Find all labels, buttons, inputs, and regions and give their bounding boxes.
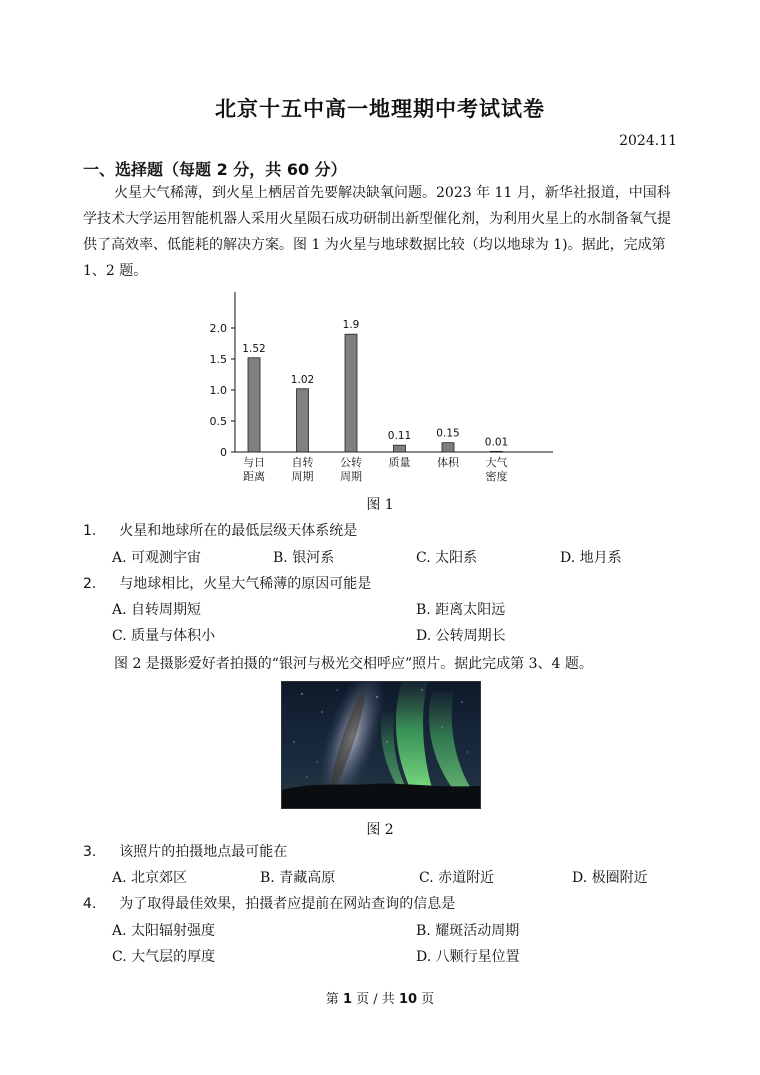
milky-way-aurora-photo: [281, 681, 481, 809]
q3-option-b: B. 青藏高原: [260, 870, 336, 886]
bar: [491, 451, 503, 452]
question-3: [83, 841, 287, 861]
section-heading: 一、选择题（每题 2 分，共 60 分）: [83, 160, 347, 179]
x-tick-label: 自转: [291, 456, 314, 469]
question-1: [83, 520, 357, 540]
q2-option-c: C. 质量与体积小: [112, 628, 216, 644]
photo-image: [282, 682, 480, 808]
q3-option-d: D. 极圈附近: [572, 870, 648, 886]
x-tick-label: 质量: [388, 456, 411, 469]
q2-option-d: D. 公转周期长: [416, 628, 506, 644]
bar: [345, 334, 357, 452]
question-4: [83, 893, 455, 913]
x-tick-label: 与日: [243, 456, 265, 469]
x-tick-label: 公转: [340, 456, 362, 469]
page-number: 1: [342, 992, 352, 1007]
question-number: 1.: [83, 523, 97, 539]
y-tick-label: 0.5: [209, 415, 227, 428]
q3-option-a: A. 北京郊区: [112, 870, 188, 886]
y-tick-label: 0: [220, 446, 227, 459]
q1-option-d: D. 地月系: [560, 550, 622, 566]
q4-option-d: D. 八颗行星位置: [416, 949, 520, 965]
bar: [442, 443, 454, 452]
q4-option-c: C. 大气层的厚度: [112, 949, 216, 965]
q3-option-c: C. 赤道附近: [419, 870, 495, 886]
q2-option-b: B. 距离太阳远: [416, 602, 506, 618]
question-text: 火星和地球所在的最低层级天体系统是: [119, 523, 358, 539]
question-number: 4.: [83, 896, 97, 912]
question-number: 2.: [83, 576, 97, 592]
data-label: 1.02: [290, 373, 315, 386]
bar: [297, 389, 309, 452]
data-label: 0.11: [387, 430, 412, 443]
exam-title: 北京十五中高一地理期中考试试卷: [215, 97, 545, 121]
x-tick-label: 体积: [437, 456, 459, 469]
q4-option-b: B. 耀斑活动周期: [416, 923, 520, 939]
intro-paragraph-2: 图 2 是摄影爱好者拍摄的“银河与极光交相呼应”照片。据此完成第 3、4 题。: [114, 656, 593, 672]
data-label: 0.01: [484, 436, 509, 449]
x-tick-label: 周期: [340, 470, 362, 483]
footer-prefix: 第: [325, 992, 339, 1007]
data-label: 0.15: [436, 427, 460, 440]
y-tick-label: 1.0: [209, 384, 227, 397]
footer-mid: 页 / 共: [356, 992, 395, 1007]
data-label: 1.9: [342, 319, 360, 332]
y-tick-label: 1.5: [209, 353, 227, 366]
question-2: [83, 573, 371, 593]
q1-option-c: C. 太阳系: [416, 550, 478, 566]
x-tick-label: 大气: [485, 456, 508, 469]
q2-option-a: A. 自转周期短: [112, 602, 202, 618]
question-text: 为了取得最佳效果，拍摄者应提前在网站查询的信息是: [119, 896, 456, 912]
exam-date: 2024.11: [619, 133, 677, 149]
x-tick-label: 周期: [291, 470, 314, 483]
figure1-bar-chart: [195, 288, 565, 488]
question-text: 与地球相比，火星大气稀薄的原因可能是: [119, 576, 372, 592]
page-total: 10: [398, 992, 418, 1007]
x-tick-label: 密度: [485, 470, 508, 483]
intro-paragraph: 火星大气稀薄，到火星上栖居首先要解决缺氧问题。2023 年 11 月，新华社报道，中国科学技术大学运用智能机器人采用火星陨石成功研制出新型催化剂，为利用火星上的水制备氧气提供了高效率、低能耗的解决方案。图 1 为火星与地球数据比较（均以地球为 1)。据此，完成第 1、2 题。: [83, 185, 671, 279]
page-footer: [0, 988, 760, 1007]
data-label: 1.52: [242, 342, 266, 355]
question-text: 该照片的拍摄地点最可能在: [119, 844, 288, 860]
figure1-caption: 图 1: [366, 497, 394, 513]
footer-suffix: 页: [421, 992, 435, 1007]
figure2-caption: 图 2: [366, 822, 394, 838]
bar: [394, 445, 406, 452]
question-number: 3.: [83, 844, 97, 860]
q4-option-a: A. 太阳辐射强度: [112, 923, 216, 939]
x-tick-label: 距离: [243, 470, 265, 483]
q1-option-a: A. 可观测宇宙: [112, 550, 202, 566]
y-tick-label: 2.0: [209, 322, 227, 335]
bar: [248, 358, 260, 452]
q1-option-b: B. 银河系: [273, 550, 335, 566]
